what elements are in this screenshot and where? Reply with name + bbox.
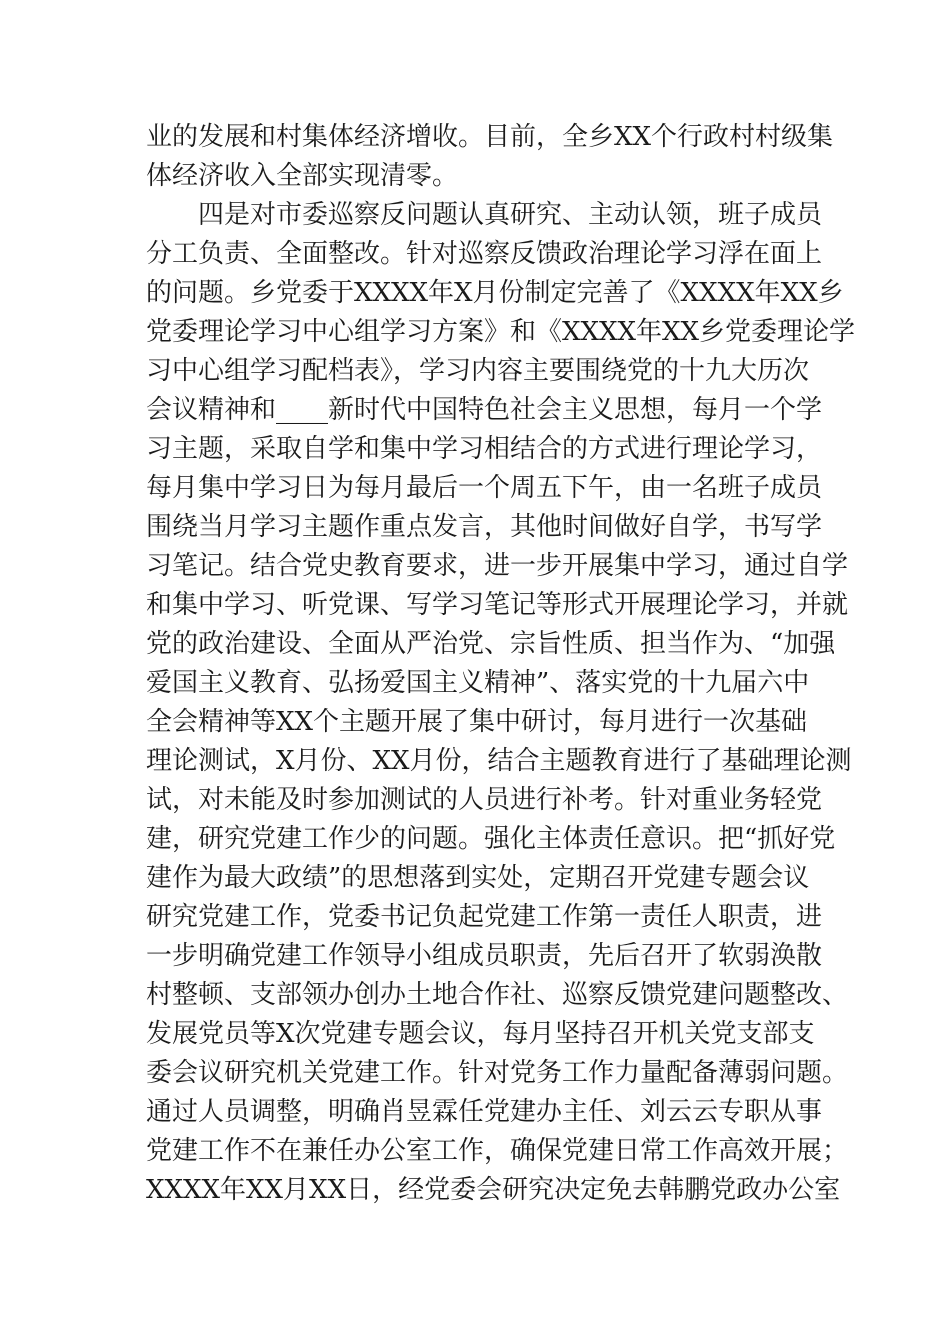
text-line: XXXX年XX月XX日，经党委会研究决定免去韩鹏党政办公室 — [146, 1175, 841, 1205]
body-text — [146, 118, 856, 1210]
text-line: 通过人员调整，明确肖昱霖任党建办主任、刘云云专职从事 — [146, 1097, 823, 1127]
text-line: 村整顿、支部领办创办土地合作社、巡察反馈党建问题整改、 — [146, 980, 849, 1010]
text-line: 党建工作不在兼任办公室工作，确保党建日常工作高效开展； — [146, 1136, 849, 1166]
text-line: 研究党建工作，党委书记负起党建工作第一责任人职责，进 — [146, 902, 823, 932]
text-line: 党委理论学习中心组学习方案》和《XXXX年XX乡党委理论学 — [146, 317, 856, 347]
text-line: 会议精神和____新时代中国特色社会主义思想，每月一个学 — [146, 395, 823, 425]
text-line: 的问题。乡党委于XXXX年X月份制定完善了《XXXX年XX乡 — [146, 278, 844, 308]
text-line: 发展党员等X次党建专题会议，每月坚持召开机关党支部支 — [146, 1019, 815, 1049]
text-line: 一步明确党建工作领导小组成员职责，先后召开了软弱涣散 — [146, 941, 823, 971]
text-line: 习主题，采取自学和集中学习相结合的方式进行理论学习， — [146, 434, 823, 464]
text-line: 体经济收入全部实现清零。 — [146, 161, 459, 191]
text-line: 业的发展和村集体经济增收。目前，全乡XX个行政村村级集 — [146, 122, 834, 152]
text-line: 和集中学习、听党课、写学习笔记等形式开展理论学习，并就 — [146, 590, 849, 620]
text-line: 党的政治建设、全面从严治党、宗旨性质、担当作为、“加强 — [146, 629, 836, 659]
text-line: 每月集中学习日为每月最后一个周五下午，由一名班子成员 — [146, 473, 823, 503]
text-line: 全会精神等XX个主题开展了集中研讨，每月进行一次基础 — [146, 707, 808, 737]
text-line: 围绕当月学习主题作重点发言，其他时间做好自学，书写学 — [146, 512, 823, 542]
text-line: 试，对未能及时参加测试的人员进行补考。针对重业务轻党 — [146, 785, 823, 815]
text-line: 习笔记。结合党史教育要求，进一步开展集中学习，通过自学 — [146, 551, 849, 581]
text-line: 习中心组学习配档表》，学习内容主要围绕党的十九大历次 — [146, 356, 810, 386]
text-line: 建作为最大政绩”的思想落到实处，定期召开党建专题会议 — [146, 863, 810, 893]
text-line: 分工负责、全面整改。针对巡察反馈政治理论学习浮在面上 — [146, 239, 823, 269]
paragraph-start-line: 四是对市委巡察反问题认真研究、主动认领，班子成员 — [198, 200, 823, 230]
text-line: 建，研究党建工作少的问题。强化主体责任意识。把“抓好党 — [146, 824, 836, 854]
text-line: 委会议研究机关党建工作。针对党务工作力量配备薄弱问题。 — [146, 1058, 849, 1088]
text-line: 爱国主义教育、弘扬爱国主义精神”、落实党的十九届六中 — [146, 668, 810, 698]
text-line: 理论测试，X月份、XX月份，结合主题教育进行了基础理论测 — [146, 746, 852, 776]
